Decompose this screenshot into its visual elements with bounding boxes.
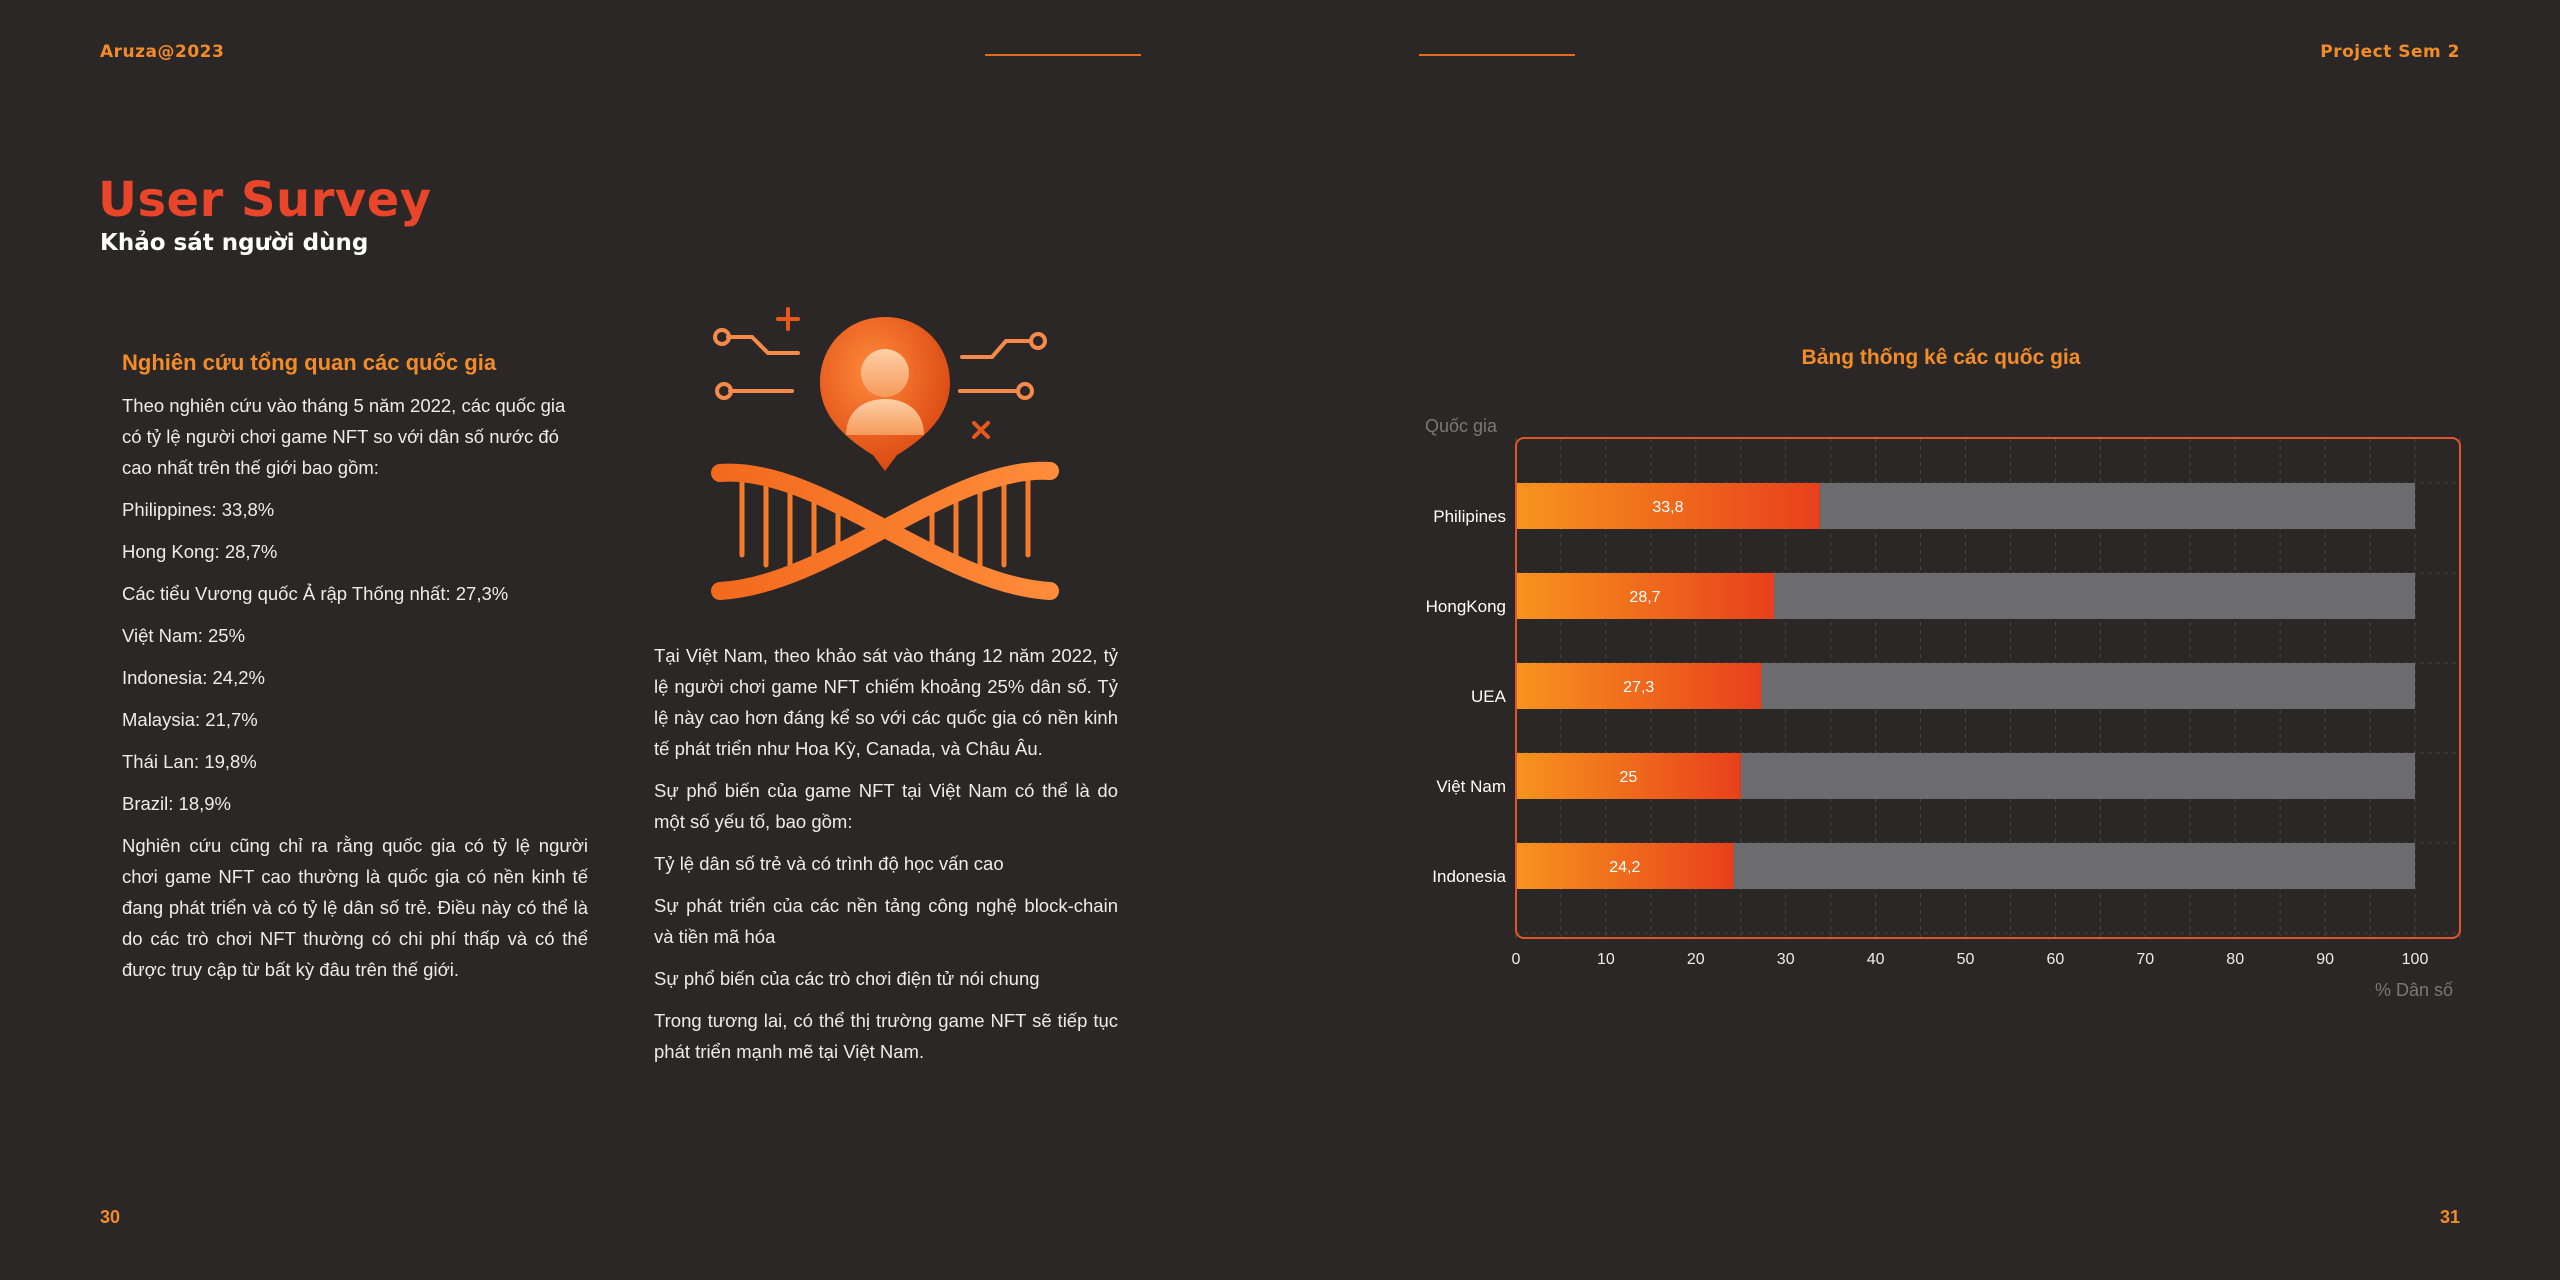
middle-paragraph: Trong tương lai, có thể thị trường game NFT sẽ tiếp tục phát triển mạnh mẽ tại Việt Nam.: [654, 1010, 1118, 1062]
data-label: 28,7: [1629, 589, 1661, 606]
left-brand: Aruza@2023: [100, 42, 225, 62]
x-tick-label: 40: [1866, 951, 1885, 968]
x-tick-label: 20: [1686, 951, 1705, 968]
x-tick-label: 60: [2046, 951, 2065, 968]
chart-title: Bảng thống kê các quốc gia: [1801, 346, 2081, 369]
list-item: Thái Lan: 19,8%: [122, 751, 257, 772]
left-column: [122, 350, 588, 996]
bar-remainder: [1820, 483, 2415, 529]
x-tick-label: 50: [1956, 951, 1975, 968]
data-label: 25: [1619, 769, 1638, 786]
middle-paragraph: Sự phổ biến của game NFT tại Việt Nam có thể là do một số yếu tố, bao gồm:: [654, 780, 1118, 832]
left-page-number: 30: [100, 1207, 121, 1227]
x-tick-label: 70: [2136, 951, 2155, 968]
chart-x-axis-label: % Dân số: [2374, 980, 2453, 1000]
data-label: 27,3: [1623, 679, 1655, 696]
x-tick-label: 80: [2226, 951, 2245, 968]
data-label: 24,2: [1609, 859, 1641, 876]
x-tick-label: 10: [1597, 951, 1615, 968]
category-label: Philipines: [1433, 507, 1506, 526]
right-page-number: 31: [2439, 1207, 2460, 1227]
header-divider-left: [985, 54, 1141, 56]
middle-paragraph: Tỷ lệ dân số trẻ và có trình độ học vấn cao: [654, 853, 1004, 874]
category-label: Việt Nam: [1436, 777, 1506, 796]
middle-paragraph: Sự phổ biến của các trò chơi điện tử nói chung: [654, 968, 1040, 989]
category-label: UEA: [1471, 687, 1506, 706]
left-column-heading: Nghiên cứu tổng quan các quốc gia: [122, 350, 497, 375]
bar-remainder: [1741, 753, 2415, 799]
list-item: Hong Kong: 28,7%: [122, 541, 278, 562]
header-divider-right: [1419, 54, 1575, 56]
list-item: Philippines: 33,8%: [122, 499, 275, 520]
list-item: Việt Nam: 25%: [122, 625, 246, 646]
left-conclusion-text: Nghiên cứu cũng chỉ ra rằng quốc gia có tỷ lệ người chơi game NFT cao thường là quốc gia có nền kinh tế đang phát triển và có tỷ lệ dân số trẻ. Điều này có thể là do các trò chơi NFT thường có chi phí thấp và có thể được truy cập từ bất kỳ đâu trên thế giới.: [122, 835, 588, 980]
list-item: Malaysia: 21,7%: [122, 709, 258, 730]
x-tick-label: 90: [2316, 951, 2334, 968]
bar-remainder: [1774, 573, 2415, 619]
data-label: 33,8: [1652, 499, 1684, 516]
category-label: HongKong: [1425, 597, 1506, 616]
x-tick-label: 30: [1776, 951, 1795, 968]
right-brand: Project Sem 2: [2320, 42, 2460, 62]
list-item: Indonesia: 24,2%: [122, 667, 265, 688]
bar-chart: [1400, 420, 2480, 980]
user-location-dna-icon: [700, 295, 1070, 615]
bar-remainder: [1734, 843, 2415, 889]
chart-y-axis-label: Quốc gia: [1425, 416, 1498, 436]
list-item: Các tiểu Vương quốc Ả rập Thống nhất: 27,3%: [122, 583, 509, 604]
middle-column: [654, 640, 1118, 1078]
left-intro-text: Theo nghiên cứu vào tháng 5 năm 2022, các quốc gia có tỷ lệ người chơi game NFT so với dân số nước đó cao nhất trên thế giới bao gồm:: [122, 395, 566, 478]
page-subtitle: Khảo sát người dùng: [100, 230, 369, 256]
list-item: Brazil: 18,9%: [122, 793, 231, 814]
middle-paragraph: Sự phát triển của các nền tảng công nghệ block-chain và tiền mã hóa: [654, 895, 1118, 947]
category-label: Indonesia: [1432, 867, 1506, 886]
middle-paragraph: Tại Việt Nam, theo khảo sát vào tháng 12 năm 2022, tỷ lệ người chơi game NFT chiếm khoảng 25% dân số. Tỷ lệ này cao hơn đáng kể so với các quốc gia có nền kinh tế phát triển như Hoa Kỳ, Canada, và Châu Âu.: [654, 645, 1118, 759]
x-tick-label: 100: [2401, 951, 2429, 968]
bar-remainder: [1761, 663, 2415, 709]
x-tick-label: 0: [1511, 951, 1521, 968]
page-title: User Survey: [98, 172, 432, 228]
